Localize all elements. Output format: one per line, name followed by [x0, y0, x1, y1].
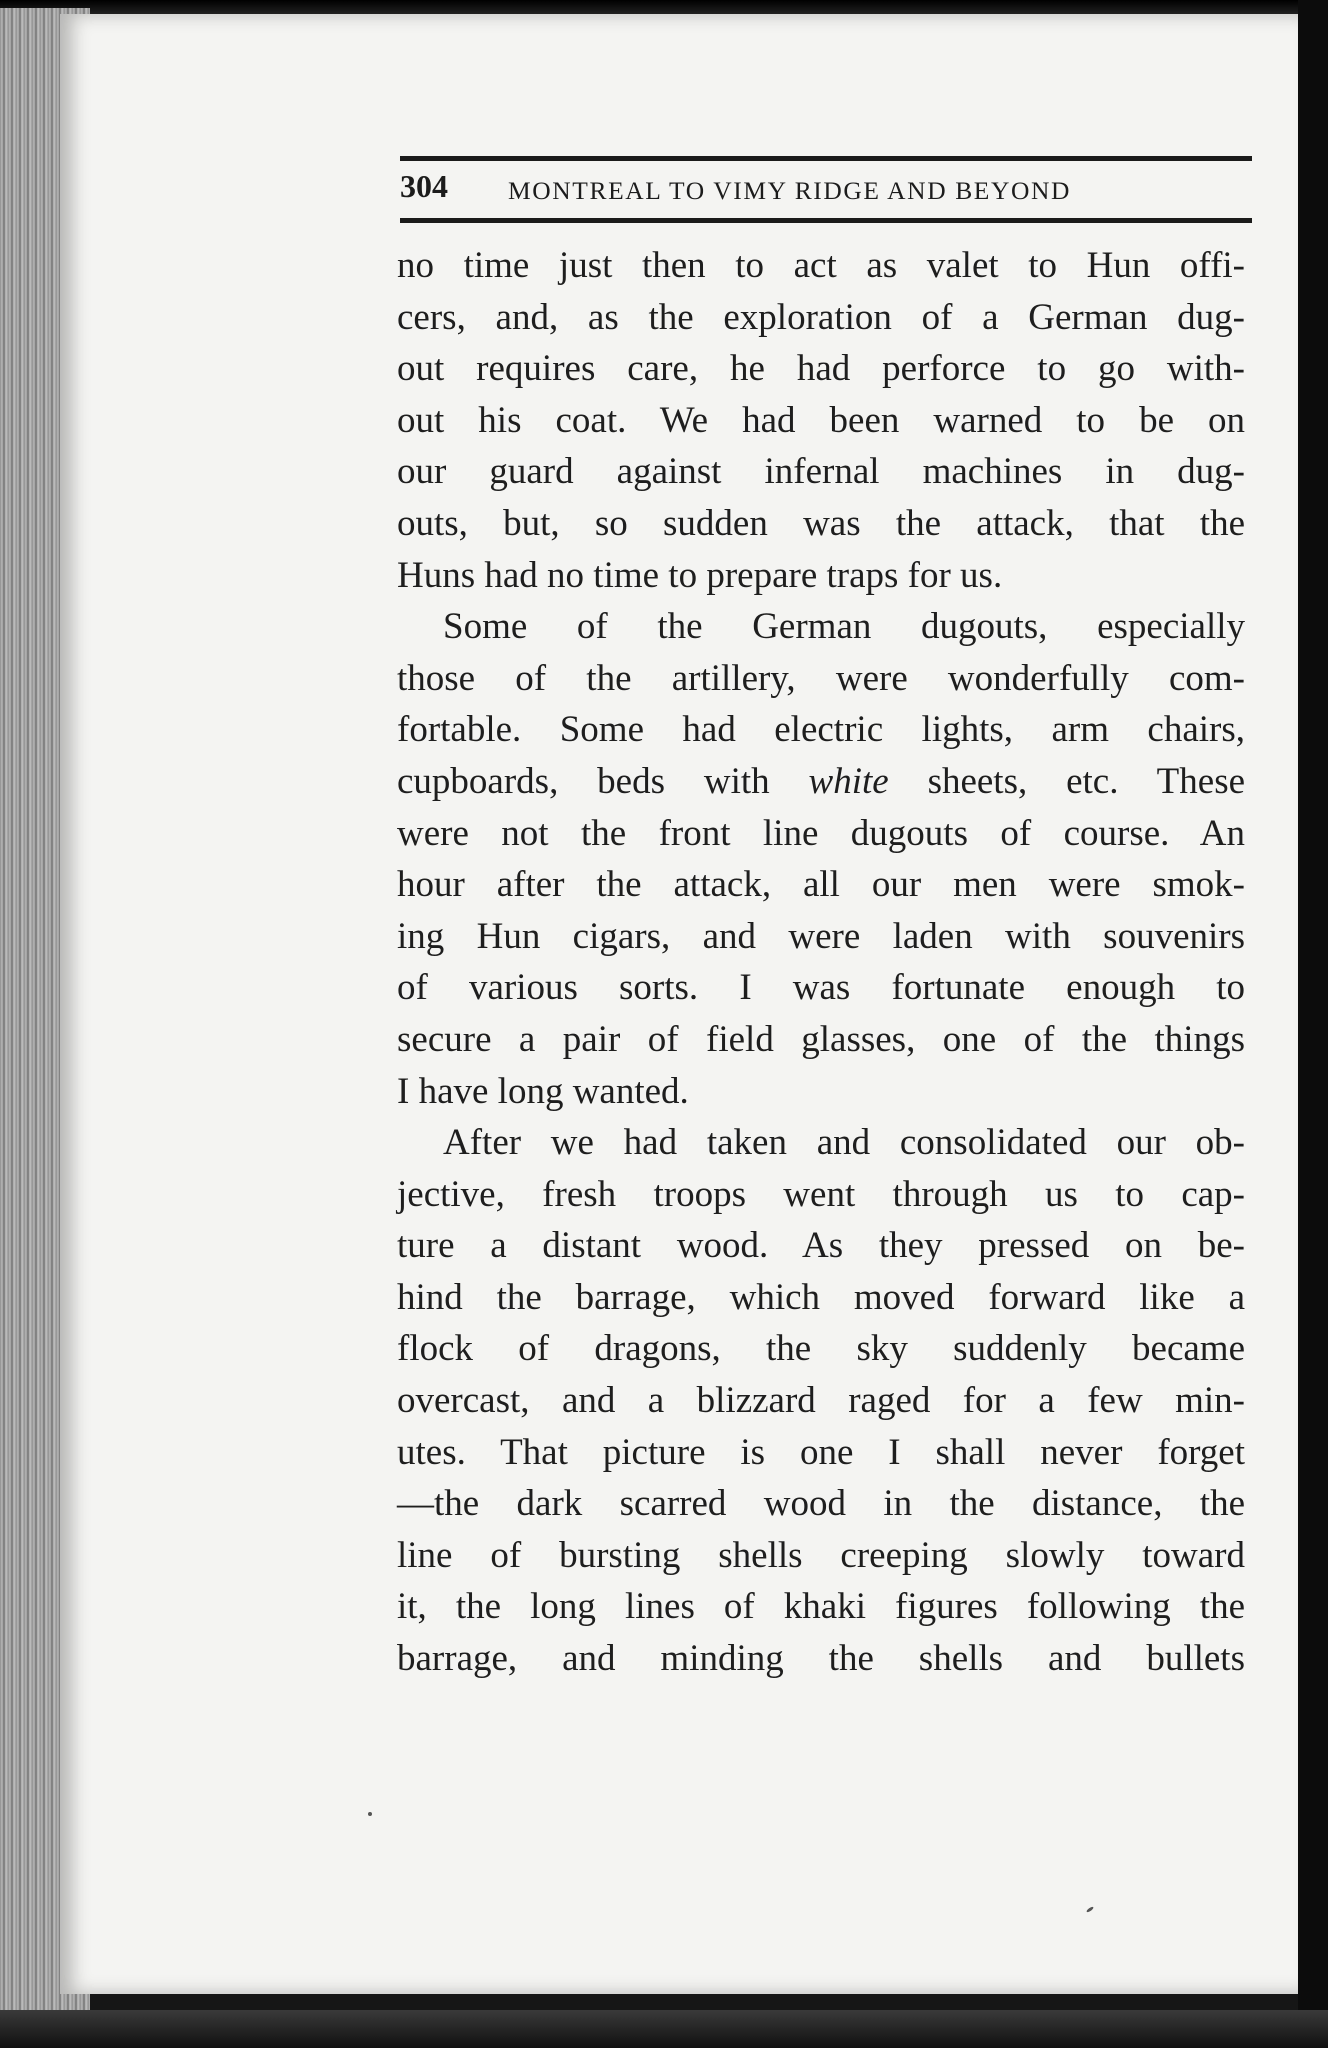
text-line: fortable. Some had electric lights, arm chairs,	[397, 709, 1245, 751]
text-line: out his coat. We had been warned to be on	[397, 399, 1245, 441]
text-line: line of bursting shells creeping slowly toward	[397, 1534, 1245, 1576]
scan-right-edge	[1298, 0, 1328, 2048]
text-segment: cupboards, beds with	[397, 760, 770, 802]
text-line: hind the barrage, which moved forward like a	[397, 1276, 1245, 1318]
text-line: utes. That picture is one I shall never forget	[397, 1431, 1245, 1473]
text-line: —the dark scarred wood in the distance, the	[397, 1483, 1245, 1525]
text-line: I have long wanted.	[397, 1070, 689, 1112]
text-line: Huns had no time to prepare traps for us.	[397, 554, 1003, 596]
paragraph-start-line: Some of the German dugouts, especially	[443, 606, 1245, 648]
running-header	[400, 168, 1252, 212]
text-line: outs, but, so sudden was the attack, that the	[397, 502, 1245, 544]
text-line: secure a pair of field glasses, one of the things	[397, 1018, 1245, 1060]
paragraph-start-line: After we had taken and consolidated our ob-	[443, 1122, 1245, 1164]
text-line: overcast, and a blizzard raged for a few min-	[397, 1380, 1245, 1422]
text-segment: sheets, etc. These	[927, 760, 1246, 802]
scan-bottom-edge	[0, 2010, 1328, 2048]
text-line: ing Hun cigars, and were laden with souvenirs	[397, 915, 1245, 957]
text-line: were not the front line dugouts of course. An	[397, 812, 1245, 854]
header-rule-bottom	[400, 218, 1252, 223]
text-line: those of the artillery, were wonderfully com-	[397, 657, 1245, 699]
header-rule-top	[400, 156, 1252, 161]
text-line: hour after the attack, all our men were smok-	[397, 864, 1245, 906]
italic-word: white	[808, 760, 889, 802]
body-text	[397, 240, 1245, 1685]
paper-speck	[368, 1812, 372, 1816]
text-line: jective, fresh troops went through us to cap-	[397, 1173, 1245, 1215]
text-line: our guard against infernal machines in dug-	[397, 451, 1245, 493]
text-line-with-italic	[397, 756, 1245, 808]
text-line: flock of dragons, the sky suddenly became	[397, 1328, 1245, 1370]
page-number: 304	[400, 168, 448, 204]
text-line: out requires care, he had perforce to go with-	[397, 348, 1245, 390]
text-line: of various sorts. I was fortunate enough to	[397, 967, 1245, 1009]
text-line: cers, and, as the exploration of a German dug-	[397, 296, 1245, 338]
text-line: barrage, and minding the shells and bullets	[397, 1638, 1245, 1680]
text-line: it, the long lines of khaki figures following the	[397, 1586, 1245, 1628]
text-line: ture a distant wood. As they pressed on be-	[397, 1225, 1245, 1267]
running-title: MONTREAL TO VIMY RIDGE AND BEYOND	[508, 176, 1072, 205]
text-line: no time just then to act as valet to Hun offi-	[397, 245, 1245, 286]
